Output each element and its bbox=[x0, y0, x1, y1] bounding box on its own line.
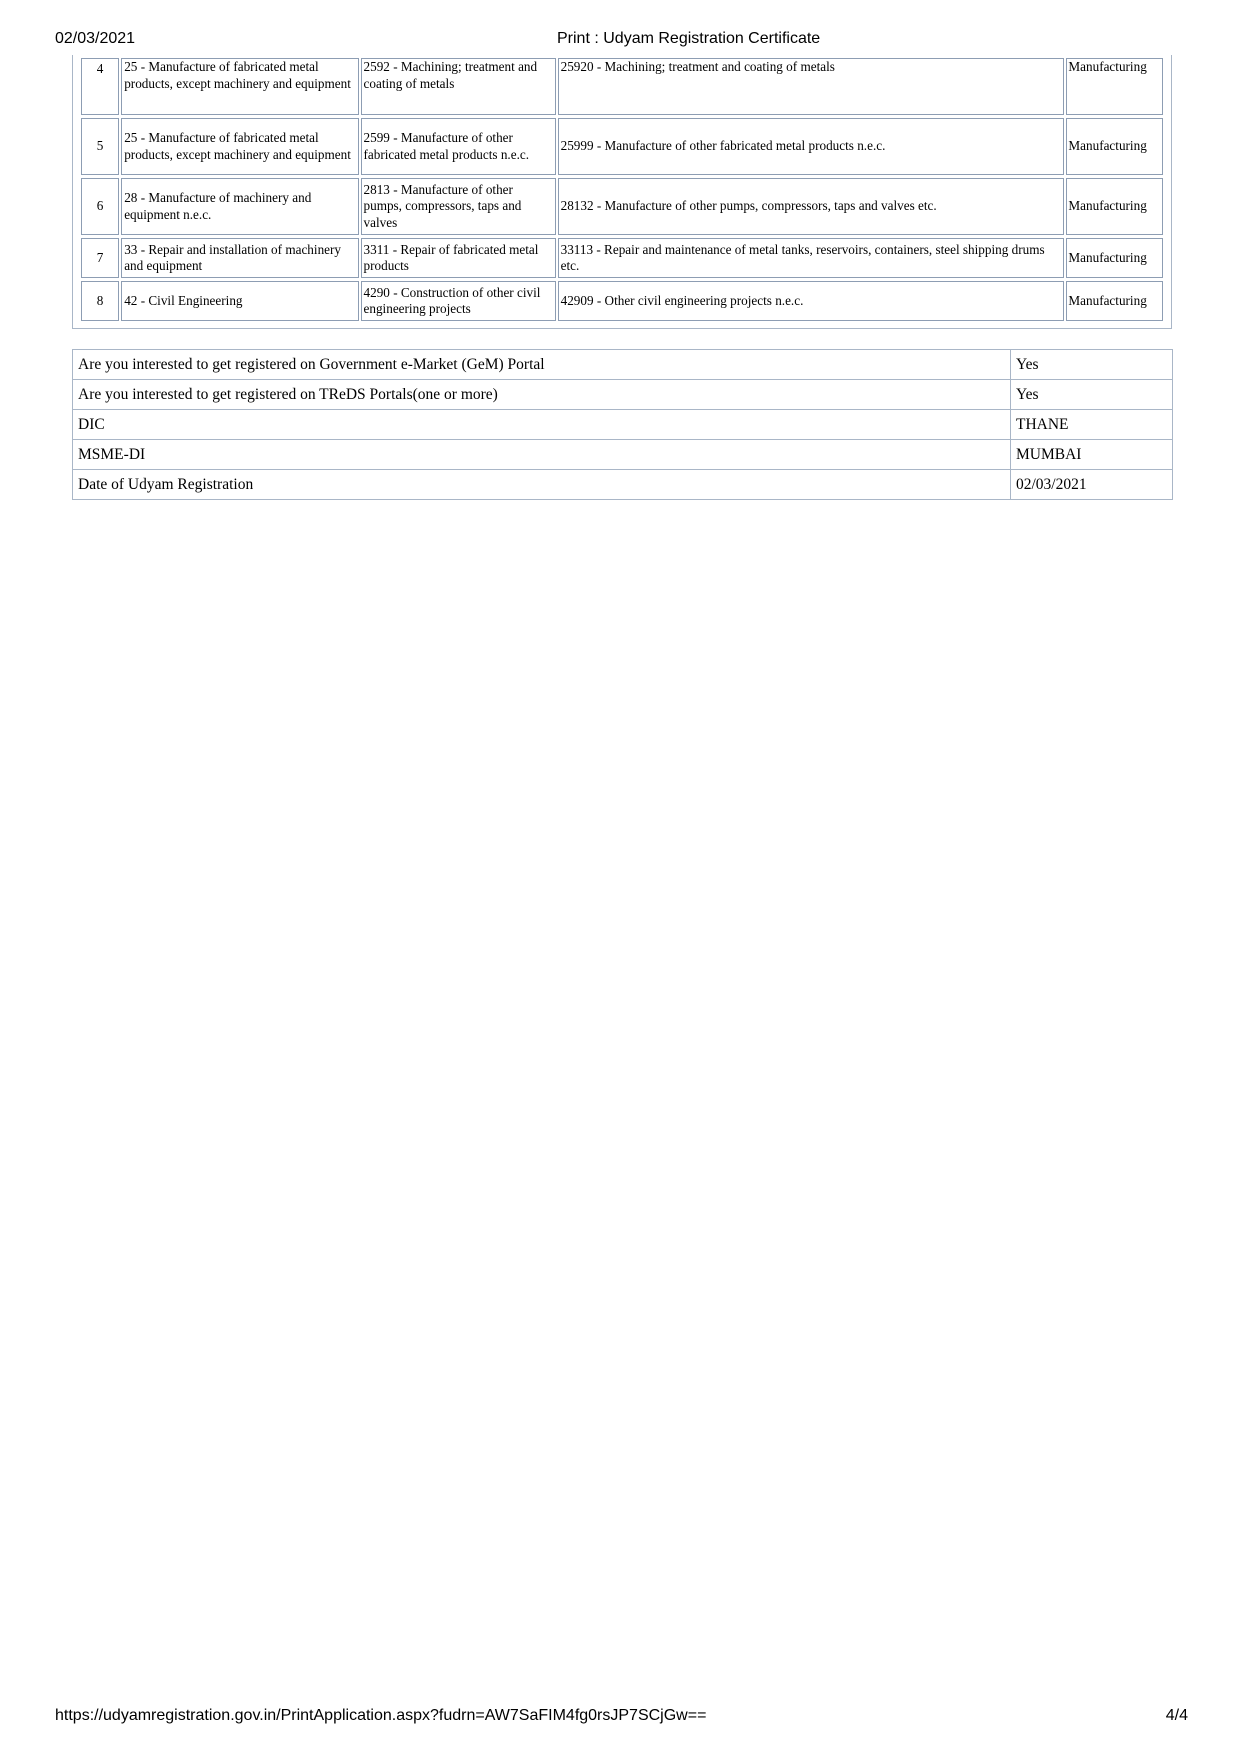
serial-number-cell: 6 bbox=[81, 178, 119, 235]
registration-date-label: Date of Udyam Registration bbox=[73, 470, 1011, 500]
table-row bbox=[81, 178, 1163, 235]
nic-2-digit-cell: 25 - Manufacture of fabricated metal products, except machinery and equipment bbox=[121, 58, 358, 115]
print-footer bbox=[0, 1707, 1240, 1729]
nic-5-digit-cell: 25920 - Machining; treatment and coating of metals bbox=[558, 58, 1065, 115]
nic-2-digit-cell: 42 - Civil Engineering bbox=[121, 281, 358, 321]
page-number: 4/4 bbox=[1165, 1707, 1188, 1724]
gem-portal-label: Are you interested to get registered on Government e-Market (GeM) Portal bbox=[73, 350, 1011, 380]
table-row bbox=[81, 281, 1163, 321]
nic-4-digit-cell: 2813 - Manufacture of other pumps, compressors, taps and valves bbox=[361, 178, 556, 235]
nic-4-digit-cell: 3311 - Repair of fabricated metal products bbox=[361, 238, 556, 278]
activity-cell: Manufacturing bbox=[1066, 238, 1163, 278]
serial-number-cell: 4 bbox=[81, 58, 119, 115]
msme-di-value: MUMBAI bbox=[1011, 440, 1173, 470]
nic-5-digit-cell: 42909 - Other civil engineering projects n.e.c. bbox=[558, 281, 1065, 321]
page-url[interactable]: https://udyamregistration.gov.in/PrintApplication.aspx?fudrn=AW7SaFIM4fg0rsJP7SCjGw== bbox=[55, 1707, 707, 1724]
nic-4-digit-cell: 4290 - Construction of other civil engineering projects bbox=[361, 281, 556, 321]
msme-di-label: MSME-DI bbox=[73, 440, 1011, 470]
registration-date-value: 02/03/2021 bbox=[1011, 470, 1173, 500]
print-title: Print : Udyam Registration Certificate bbox=[557, 30, 821, 47]
registration-info-table bbox=[72, 349, 1173, 500]
activity-cell: Manufacturing bbox=[1066, 58, 1163, 115]
table-row bbox=[73, 350, 1173, 380]
serial-number-cell: 8 bbox=[81, 281, 119, 321]
activity-cell: Manufacturing bbox=[1066, 118, 1163, 175]
print-date: 02/03/2021 bbox=[55, 30, 136, 47]
nic-5-digit-cell: 28132 - Manufacture of other pumps, compressors, taps and valves etc. bbox=[558, 178, 1065, 235]
dic-value: THANE bbox=[1011, 410, 1173, 440]
treds-portal-value: Yes bbox=[1011, 380, 1173, 410]
nic-5-digit-cell: 33113 - Repair and maintenance of metal tanks, reservoirs, containers, steel shipping drums etc. bbox=[558, 238, 1065, 278]
print-header bbox=[0, 30, 1240, 52]
table-row bbox=[73, 380, 1173, 410]
nic-2-digit-cell: 25 - Manufacture of fabricated metal products, except machinery and equipment bbox=[121, 118, 358, 175]
table-row bbox=[73, 440, 1173, 470]
serial-number-cell: 5 bbox=[81, 118, 119, 175]
table-row bbox=[73, 410, 1173, 440]
activity-cell: Manufacturing bbox=[1066, 178, 1163, 235]
table-row bbox=[73, 470, 1173, 500]
nic-4-digit-cell: 2599 - Manufacture of other fabricated metal products n.e.c. bbox=[361, 118, 556, 175]
serial-number-cell: 7 bbox=[81, 238, 119, 278]
table-row bbox=[81, 238, 1163, 278]
activity-cell: Manufacturing bbox=[1066, 281, 1163, 321]
nic-activity-table bbox=[72, 55, 1172, 329]
gem-portal-value: Yes bbox=[1011, 350, 1173, 380]
nic-2-digit-cell: 33 - Repair and installation of machinery and equipment bbox=[121, 238, 358, 278]
nic-2-digit-cell: 28 - Manufacture of machinery and equipment n.e.c. bbox=[121, 178, 358, 235]
nic-4-digit-cell: 2592 - Machining; treatment and coating of metals bbox=[361, 58, 556, 115]
treds-portal-label: Are you interested to get registered on TReDS Portals(one or more) bbox=[73, 380, 1011, 410]
nic-5-digit-cell: 25999 - Manufacture of other fabricated metal products n.e.c. bbox=[558, 118, 1065, 175]
table-row bbox=[81, 118, 1163, 175]
table-row bbox=[81, 58, 1163, 115]
dic-label: DIC bbox=[73, 410, 1011, 440]
